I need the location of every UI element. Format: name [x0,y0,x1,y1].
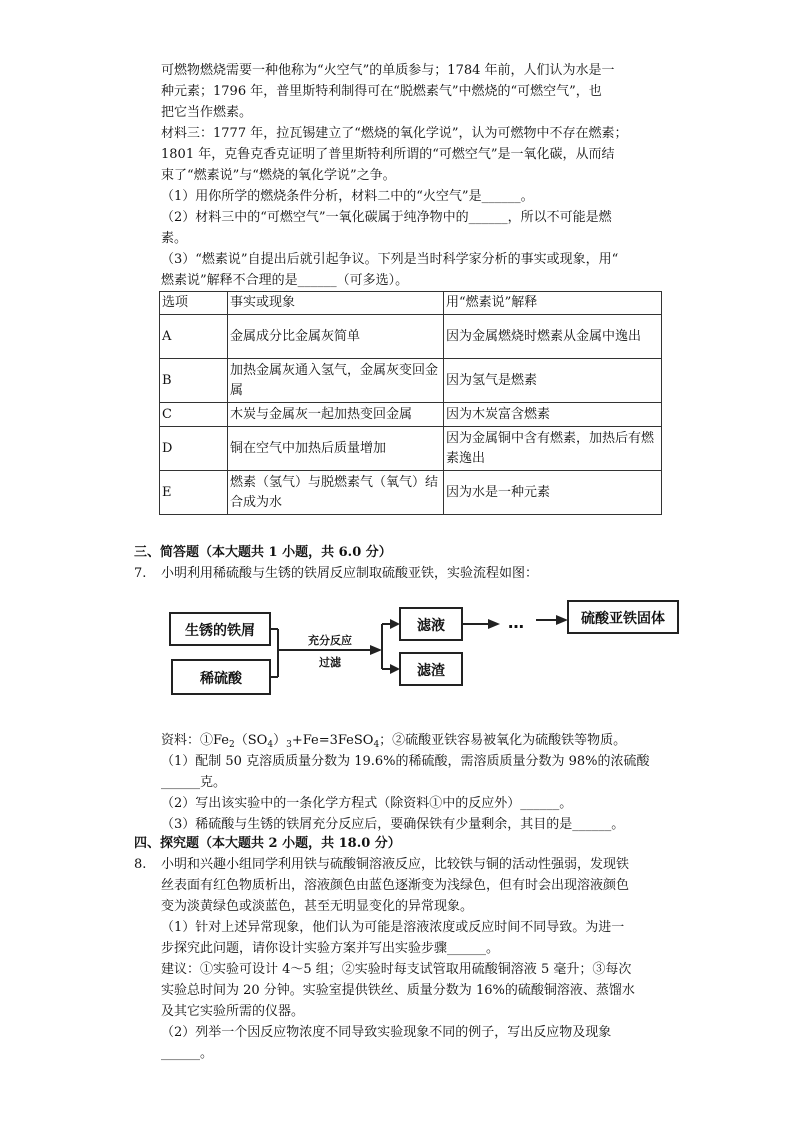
material3-line-3: 束了“燃素说”与“燃烧的氧化学说”之争。 [161,168,396,183]
q8-stem-line-1: 小明和兴趣小组同学利用铁与硫酸铜溶液反应，比较铁与铜的活动性强弱，发现铁 [161,857,630,872]
flow-input-acid: 稀硫酸 [200,671,242,687]
q7-sub1-line-1: （1）配制 50 克溶质质量分数为 19.6%的稀硫酸，需溶质质量分数为 98%的浓硫酸 [161,754,650,769]
q8-sub2-line-2: ______。 [161,1046,214,1061]
row-explanation: 因为金属燃烧时燃素从金属中逸出 [444,315,662,359]
material2-line-1: 可燃物燃烧需要一种他称为“火空气”的单质参与；1784 年前，人们认为水是一 [161,63,615,78]
row-fact: 加热金属灰通入氢气，金属灰变回金属 [228,359,444,403]
header-option: 选项 [160,292,228,315]
section4-heading: 四、探究题（本大题共 2 小题，共 18.0 分） [134,836,401,851]
q7-sub1-line-2: ______克。 [161,775,227,790]
q7-info-part: +Fe=3FeSO [291,733,374,748]
flow-filtrate: 滤液 [417,618,445,634]
material3-line-2: 1801 年，克鲁克香克证明了普里斯特利所谓的“可燃空气”是一氧化碳，从而结 [161,147,615,162]
q7-sub2: （2）写出该实验中的一条化学方程式（除资料①中的反应外）______。 [161,796,573,811]
table-row [160,427,662,471]
row-explanation: 因为水是一种元素 [444,471,662,515]
row-fact: 木炭与金属灰一起加热变回金属 [228,403,444,427]
flow-step-react: 充分反应 [308,634,352,647]
row-fact: 铜在空气中加热后质量增加 [228,427,444,471]
row-fact: 金属成分比金属灰简单 [228,315,444,359]
q7-info-sub: 2 [229,740,235,750]
flow-input-iron: 生锈的铁屑 [185,623,255,639]
q7-info-part: ） [273,733,287,748]
q7-number: 7. [134,566,147,581]
row-explanation: 因为木炭富含燃素 [444,403,662,427]
q8-sub1-line-1: （1）针对上述异常现象，他们认为可能是溶液浓度或反应时间不同导致。为进一 [161,920,625,935]
table-row [160,403,662,427]
table-row [160,471,662,515]
material2-line-3: 把它当作燃素。 [161,105,253,120]
q8-number: 8. [134,857,147,872]
q8-advice-line-3: 及其它实验所需的仪器。 [161,1004,305,1019]
table-header-row [160,292,662,315]
row-option: B [160,359,228,403]
q7-info-prefix: 资料：①Fe [161,733,230,748]
phlogiston-table [159,291,662,515]
q6-sub2-line-1: （2）材料三中的“可燃空气”一氧化碳属于纯净物中的______，所以不可能是燃 [161,210,612,225]
material3-line-1: 材料三：1777 年，拉瓦锡建立了“燃烧的氧化学说”，认为可燃物中不存在燃素； [161,126,628,141]
flow-final: 硫酸亚铁固体 [581,611,665,627]
q7-info-part: （SO [234,733,268,748]
row-option: C [160,403,228,427]
table-row [160,315,662,359]
row-explanation: 因为金属铜中含有燃素，加热后有燃素逸出 [444,427,662,471]
q6-sub3-line-1: （3）“燃素说”自提出后就引起争议。下列是当时科学家分析的事实或现象，用“ [161,252,619,267]
experiment-flowchart [160,588,690,700]
q8-sub2-line-1: （2）列举一个因反应物浓度不同导致实验现象不同的例子，写出反应物及现象 [161,1025,612,1040]
q6-sub1: （1）用你所学的燃烧条件分析，材料二中的“火空气”是______。 [161,189,534,204]
q8-advice-line-2: 实验总时间为 20 分钟。实验室提供铁丝、质量分数为 16%的硫酸铜溶液、蒸馏水 [161,983,635,998]
header-explanation: 用“燃素说”解释 [444,292,662,315]
q6-sub3-line-2: 燃素说”解释不合理的是______（可多选）。 [161,273,409,288]
table-row [160,359,662,403]
material2-line-2: 种元素；1796 年，普里斯特利制得可在“脱燃素气”中燃烧的“可燃空气”，也 [161,84,602,99]
row-option: E [160,471,228,515]
flow-residue: 滤渣 [417,663,445,679]
row-option: A [160,315,228,359]
row-option: D [160,427,228,471]
q7-info-sub: 3 [286,740,292,750]
q7-stem: 小明利用稀硫酸与生锈的铁屑反应制取硫酸亚铁，实验流程如图： [161,566,539,581]
header-fact: 事实或现象 [228,292,444,315]
q7-info-sub: 4 [267,740,274,750]
q8-stem-line-3: 变为淡黄绿色或淡蓝色，甚至无明显变化的异常现象。 [161,899,474,914]
flow-ellipsis: … [508,613,524,632]
flow-step-filter: 过滤 [319,656,341,669]
q7-sub3: （3）稀硫酸与生锈的铁屑充分反应后，要确保铁有少量剩余，其目的是______。 [161,817,625,832]
q8-sub1-line-2: 步探究此问题，请你设计实验方案并写出实验步骤______。 [161,941,500,956]
row-explanation: 因为氢气是燃素 [444,359,662,403]
q7-info-sub: 4 [373,740,380,750]
section3-heading: 三、简答题（本大题共 1 小题，共 6.0 分） [134,545,392,560]
row-fact: 燃素（氢气）与脱燃素气（氧气）结合成为水 [228,471,444,515]
q6-sub2-line-2: 素。 [161,231,188,246]
q8-advice-line-1: 建议：①实验可设计 4～5 组；②实验时每支试管取用硫酸铜溶液 5 毫升；③每次 [161,962,632,977]
q8-stem-line-2: 丝表面有红色物质析出，溶液颜色由蓝色逐渐变为浅绿色，但有时会出现溶液颜色 [161,878,630,893]
q7-info-rest: ；②硫酸亚铁容易被氧化为硫酸铁等物质。 [379,733,627,748]
